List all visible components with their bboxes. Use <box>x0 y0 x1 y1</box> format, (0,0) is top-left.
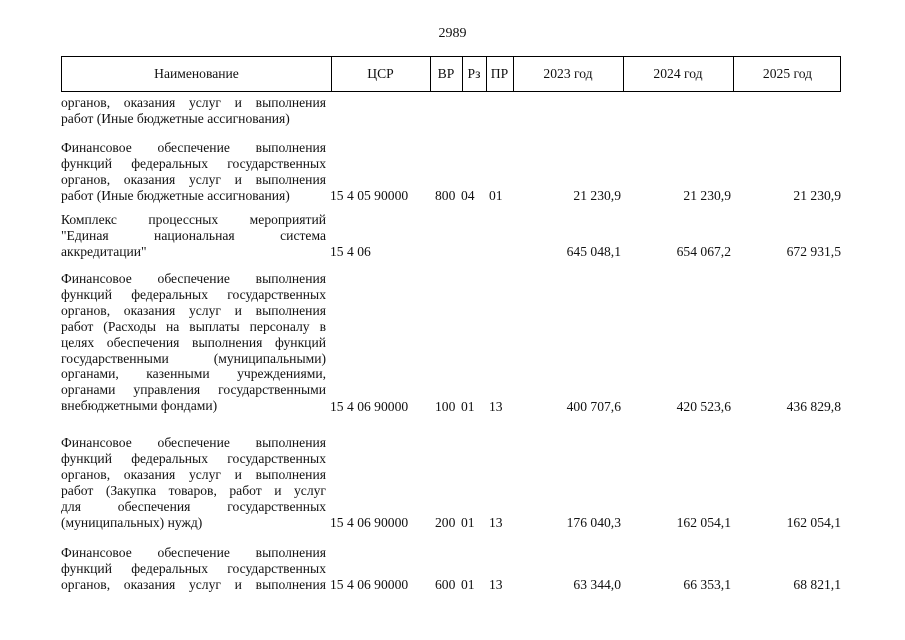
header-2023: 2023 год <box>513 57 624 91</box>
header-vr: ВР <box>430 57 463 91</box>
row-2024: 654 067,2 <box>676 244 731 260</box>
row-csr: 15 4 06 90000 <box>330 515 409 531</box>
page-number: 2989 <box>438 26 467 41</box>
row-name: Финансовое обеспечение выполнения функций федеральных государственных органов, оказания услуг и выполнения работ (Закупка товаров, работ и услуг для обеспечения государственных (муниципальных) нужд) <box>61 435 326 530</box>
row-vr: 600 <box>435 577 456 593</box>
header-name: Наименование <box>62 57 332 91</box>
row-2025: 162 054,1 <box>786 515 841 531</box>
row-rz: 01 <box>461 577 475 593</box>
table-row <box>61 545 841 593</box>
table-row <box>61 140 841 204</box>
header-rz: Рз <box>462 57 487 91</box>
row-pr: 13 <box>489 515 503 531</box>
row-vr: 200 <box>435 515 456 531</box>
row-2025: 672 931,5 <box>786 244 841 260</box>
row-2024: 162 054,1 <box>676 515 731 531</box>
table-row <box>61 435 841 531</box>
row-name: Финансовое обеспечение выполнения функций федеральных государственных органов, оказания услуг и выполнения работ (Иные бюджетные ассигнования) <box>61 140 326 203</box>
table-header <box>61 56 841 92</box>
row-vr: 800 <box>435 188 456 204</box>
row-pr: 01 <box>489 188 503 204</box>
header-2024: 2024 год <box>623 57 734 91</box>
row-2025: 21 230,9 <box>793 188 841 204</box>
header-csr: ЦСР <box>331 57 431 91</box>
row-csr: 15 4 05 90000 <box>330 188 409 204</box>
row-pr: 13 <box>489 399 503 415</box>
row-name: Финансовое обеспечение выполнения функций федеральных государственных органов, оказания услуг и выполнения <box>61 545 326 592</box>
row-2023: 21 230,9 <box>573 188 621 204</box>
row-2024: 420 523,6 <box>676 399 731 415</box>
row-vr: 100 <box>435 399 456 415</box>
table-row <box>61 271 841 415</box>
row-rz: 01 <box>461 515 475 531</box>
row-name: Комплекс процессных мероприятий "Единая национальная система аккредитации" <box>61 212 326 259</box>
header-2025: 2025 год <box>762 66 813 81</box>
row-name: органов, оказания услуг и выполнения работ (Иные бюджетные ассигнования) <box>61 95 326 126</box>
row-2023: 645 048,1 <box>566 244 621 260</box>
table-row <box>61 212 841 260</box>
row-name: Финансовое обеспечение выполнения функций федеральных государственных органов, оказания услуг и выполнения работ (Расходы на выплаты персоналу в целях обеспечения выполнения функций государственными (муниципальными) органами, казенными учреждениями, органами управления государственными внебюджетными фондами) <box>61 271 326 414</box>
row-csr: 15 4 06 <box>330 244 371 260</box>
row-2025: 68 821,1 <box>793 577 841 593</box>
row-2024: 66 353,1 <box>683 577 731 593</box>
row-rz: 01 <box>461 399 475 415</box>
row-2023: 400 707,6 <box>566 399 621 415</box>
row-2023: 176 040,3 <box>566 515 621 531</box>
row-2025: 436 829,8 <box>786 399 841 415</box>
row-2023: 63 344,0 <box>573 577 621 593</box>
row-rz: 04 <box>461 188 475 204</box>
row-csr: 15 4 06 90000 <box>330 577 409 593</box>
row-pr: 13 <box>489 577 503 593</box>
row-csr: 15 4 06 90000 <box>330 399 409 415</box>
header-pr: ПР <box>486 57 514 91</box>
row-2024: 21 230,9 <box>683 188 731 204</box>
table-row <box>61 95 841 127</box>
